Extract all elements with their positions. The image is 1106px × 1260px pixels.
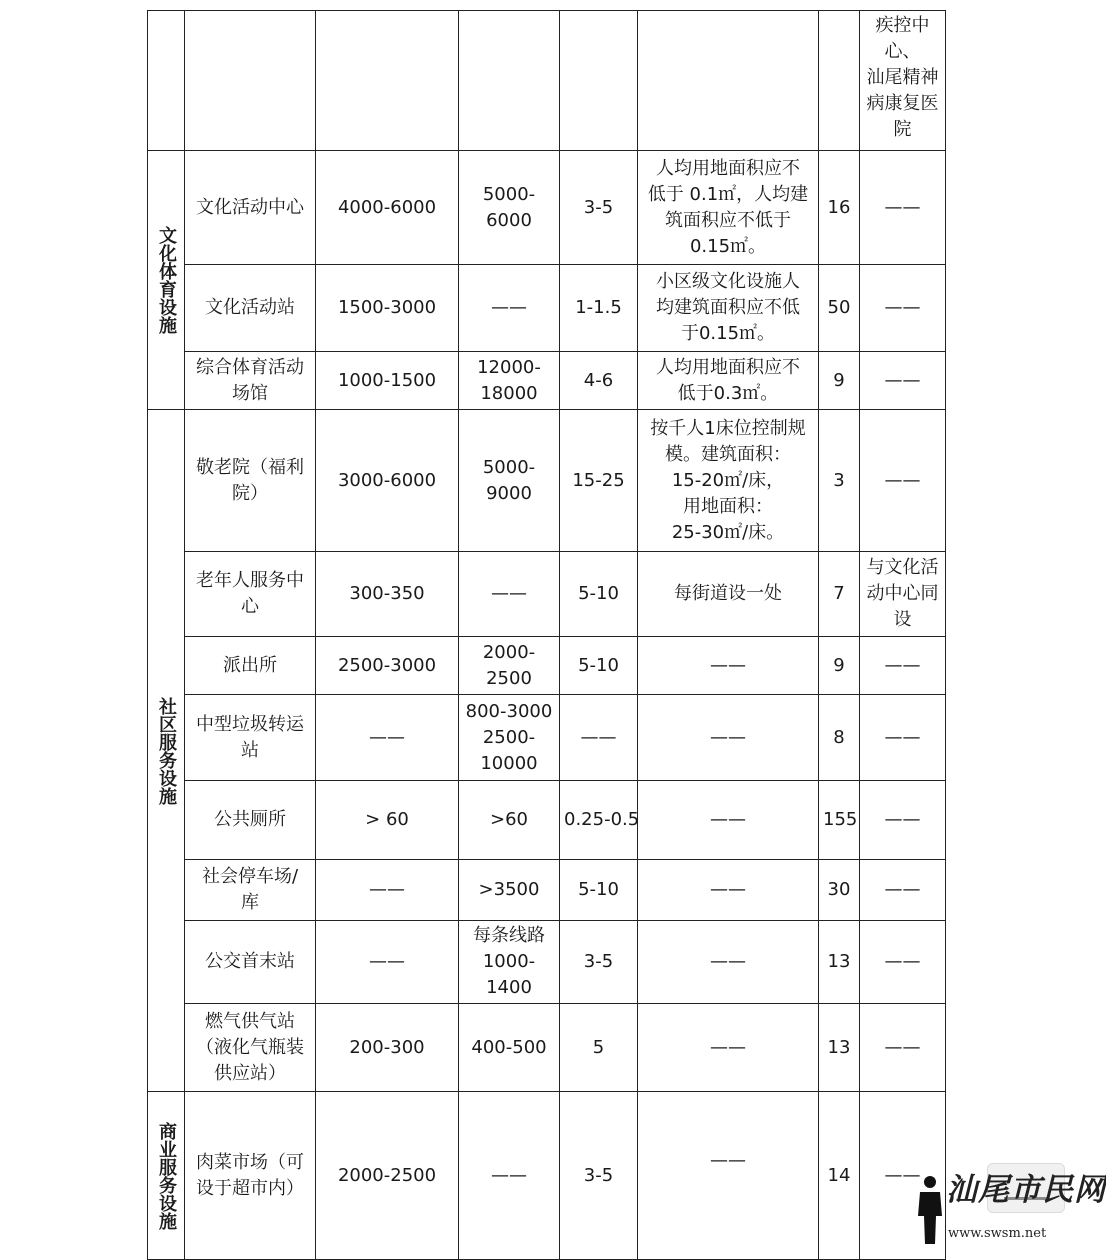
count-cell: 8 — [819, 695, 860, 781]
facility-name: 社会停车场/ 库 — [185, 860, 316, 921]
area-cell: —— — [459, 265, 560, 352]
count-cell: 13 — [819, 1004, 860, 1092]
area-cell: —— — [459, 552, 560, 637]
area-cell: 1000-1500 — [316, 352, 459, 410]
area-cell: 800-3000 2500- 10000 — [459, 695, 560, 781]
count-cell: 9 — [819, 352, 860, 410]
facility-name: 老年人服务中 心 — [185, 552, 316, 637]
table-row — [148, 1092, 946, 1260]
remark-cell: —— — [860, 352, 946, 410]
area-cell: —— — [459, 1092, 560, 1260]
count-cell: 14 — [819, 1092, 860, 1260]
remark-cell: —— — [860, 637, 946, 695]
table-cell — [560, 11, 638, 151]
table-row — [148, 151, 946, 265]
facility-name: 中型垃圾转运 站 — [185, 695, 316, 781]
radius-cell: 3-5 — [560, 921, 638, 1004]
table-cell — [819, 11, 860, 151]
note-cell: —— — [638, 1092, 819, 1260]
table-cell — [459, 11, 560, 151]
category-cell: 商业服务设施 — [148, 1092, 185, 1260]
note-cell: —— — [638, 695, 819, 781]
area-cell: 每条线路 1000-1400 — [459, 921, 560, 1004]
table-row — [148, 410, 946, 552]
area-cell: —— — [316, 695, 459, 781]
facility-name: 文化活动中心 — [185, 151, 316, 265]
area-cell: 400-500 — [459, 1004, 560, 1092]
facility-name: 燃气供气站 （液化气瓶装 供应站） — [185, 1004, 316, 1092]
remark-cell: —— — [860, 1092, 946, 1260]
facility-name: 公共厕所 — [185, 781, 316, 860]
remark-cell: —— — [860, 781, 946, 860]
facility-name: 敬老院（福利 院） — [185, 410, 316, 552]
radius-cell: 4-6 — [560, 352, 638, 410]
radius-cell: 5 — [560, 1004, 638, 1092]
note-cell: 按千人1床位控制规 模。建筑面积： 15-20㎡/床， 用地面积： 25-30㎡/床。 — [638, 410, 819, 552]
note-cell: —— — [638, 781, 819, 860]
radius-cell: 5-10 — [560, 552, 638, 637]
facility-name: 综合体育活动 场馆 — [185, 352, 316, 410]
note-cell: 人均用地面积应不 低于 0.1㎡，人均建 筑面积应不低于 0.15㎡。 — [638, 151, 819, 265]
area-cell: 12000- 18000 — [459, 352, 560, 410]
note-cell: 人均用地面积应不 低于0.3㎡。 — [638, 352, 819, 410]
table-cell — [148, 11, 185, 151]
table-cell — [185, 11, 316, 151]
remark-cell: 疾控中 心、 汕尾精神 病康复医 院 — [860, 11, 946, 151]
note-cell: 每街道设一处 — [638, 552, 819, 637]
table-row — [148, 265, 946, 352]
area-cell: 4000-6000 — [316, 151, 459, 265]
radius-cell: 15-25 — [560, 410, 638, 552]
note-cell: —— — [638, 860, 819, 921]
radius-cell: 1-1.5 — [560, 265, 638, 352]
count-cell: 30 — [819, 860, 860, 921]
site-watermark — [916, 1170, 1106, 1246]
table-row — [148, 695, 946, 781]
remark-cell: —— — [860, 695, 946, 781]
area-cell: 2000-2500 — [316, 1092, 459, 1260]
table-cell — [316, 11, 459, 151]
area-cell: >3500 — [459, 860, 560, 921]
radius-cell: 5-10 — [560, 637, 638, 695]
radius-cell: 0.25-0.5 — [560, 781, 638, 860]
table-row — [148, 352, 946, 410]
remark-cell: 与文化活 动中心同 设 — [860, 552, 946, 637]
note-cell: —— — [638, 1004, 819, 1092]
facility-name: 公交首末站 — [185, 921, 316, 1004]
radius-cell: 3-5 — [560, 1092, 638, 1260]
area-cell: 300-350 — [316, 552, 459, 637]
table-cell — [638, 11, 819, 151]
facility-name: 派出所 — [185, 637, 316, 695]
table-row — [148, 781, 946, 860]
count-cell: 13 — [819, 921, 860, 1004]
area-cell: 3000-6000 — [316, 410, 459, 552]
area-cell: 5000-9000 — [459, 410, 560, 552]
remark-cell: —— — [860, 860, 946, 921]
count-cell: 9 — [819, 637, 860, 695]
count-cell: 16 — [819, 151, 860, 265]
watermark-title: 汕尾市民网 — [946, 1172, 1106, 1208]
area-cell: —— — [316, 921, 459, 1004]
count-cell: 50 — [819, 265, 860, 352]
note-cell: —— — [638, 637, 819, 695]
category-cell: 文化体育设施 — [148, 151, 185, 410]
area-cell: —— — [316, 860, 459, 921]
table-row — [148, 552, 946, 637]
remark-cell: —— — [860, 265, 946, 352]
person-silhouette-icon — [916, 1174, 944, 1246]
table-row — [148, 921, 946, 1004]
remark-cell: —— — [860, 151, 946, 265]
facilities-table — [147, 10, 946, 1260]
count-cell: 155 — [819, 781, 860, 860]
count-cell: 3 — [819, 410, 860, 552]
note-cell: 小区级文化设施人 均建筑面积应不低 于0.15㎡。 — [638, 265, 819, 352]
radius-cell: 5-10 — [560, 860, 638, 921]
area-cell: 2000-2500 — [459, 637, 560, 695]
area-cell: 2500-3000 — [316, 637, 459, 695]
table-row — [148, 860, 946, 921]
facility-name: 肉菜市场（可 设于超市内） — [185, 1092, 316, 1260]
facility-name: 文化活动站 — [185, 265, 316, 352]
table-row — [148, 637, 946, 695]
watermark-url: www.swsm.net — [948, 1226, 1047, 1241]
area-cell: 1500-3000 — [316, 265, 459, 352]
area-cell: >60 — [459, 781, 560, 860]
area-cell: > 60 — [316, 781, 459, 860]
remark-cell: —— — [860, 921, 946, 1004]
remark-cell: —— — [860, 410, 946, 552]
category-cell: 社区服务设施 — [148, 410, 185, 1092]
note-cell: —— — [638, 921, 819, 1004]
radius-cell: —— — [560, 695, 638, 781]
table-row — [148, 1004, 946, 1092]
remark-cell: —— — [860, 1004, 946, 1092]
area-cell: 200-300 — [316, 1004, 459, 1092]
count-cell: 7 — [819, 552, 860, 637]
table-row — [148, 11, 946, 151]
radius-cell: 3-5 — [560, 151, 638, 265]
area-cell: 5000-6000 — [459, 151, 560, 265]
